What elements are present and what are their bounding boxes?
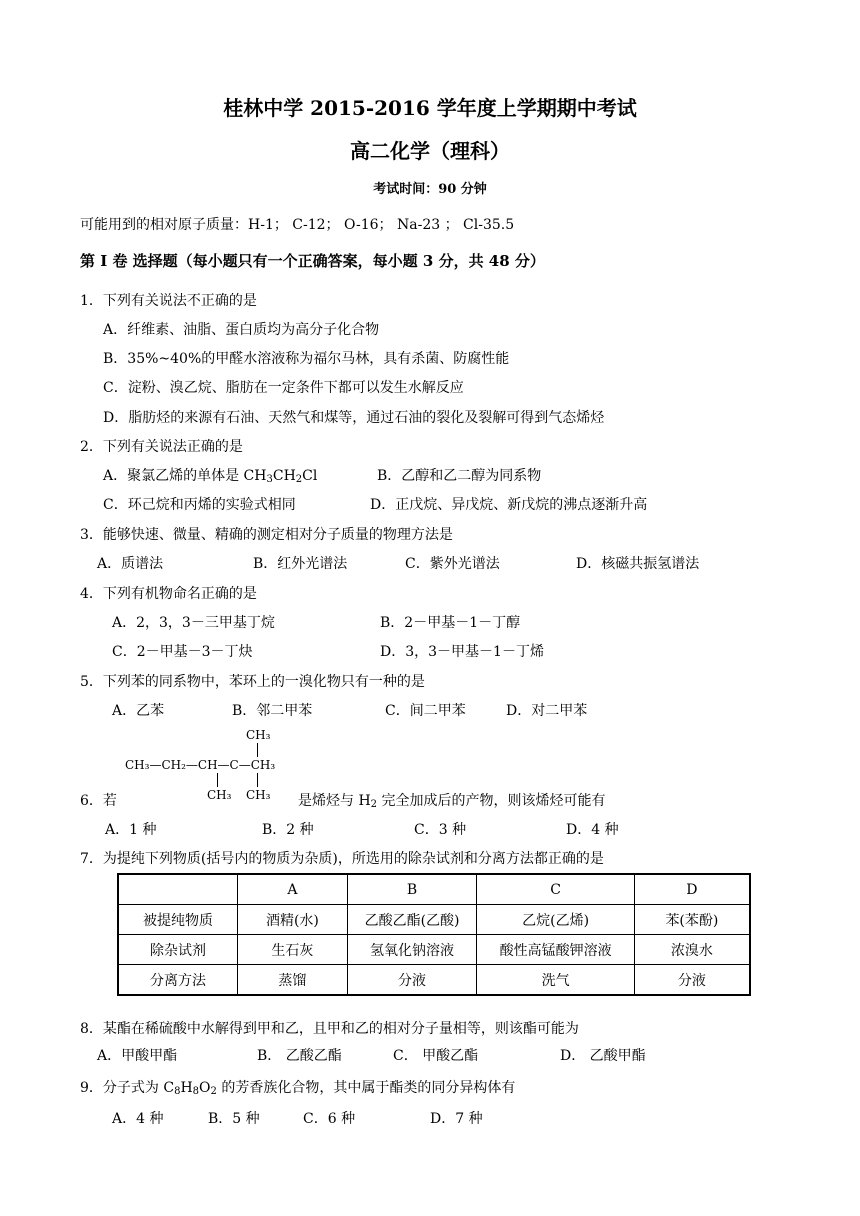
q9-option-b: B．5 种	[208, 1111, 260, 1127]
table-cell: 酒精(水)	[238, 905, 348, 935]
table-row	[118, 965, 750, 996]
table-cell: A	[238, 874, 348, 905]
q6-post: 完全加成后的产物，则该烯烃可能有	[377, 793, 606, 809]
q2-a-post: Cl	[302, 468, 318, 484]
q9-stem	[80, 1077, 515, 1097]
bottom-methyl-right: CH₃	[246, 788, 271, 802]
table-cell: 乙酸乙酯(乙酸)	[347, 905, 477, 935]
q3-option-c: C．紫外光谱法	[405, 556, 500, 572]
q7-stem: 7．为提纯下列物质(括号内的物质为杂质)，所选用的除杂试剂和分离方法都正确的是	[80, 851, 604, 867]
q8-option-b: B． 乙酸乙酯	[257, 1048, 342, 1064]
q2-option-b: B．乙醇和乙二醇为同系物	[377, 468, 542, 484]
q9-option-c: C．6 种	[303, 1111, 356, 1127]
table-cell: B	[347, 874, 477, 905]
table-cell: 苯(苯酚)	[634, 905, 750, 935]
exam-title: 桂林中学 2015-2016 学年度上学期期中考试	[223, 96, 637, 120]
q5-option-b: B．邻二甲苯	[232, 703, 313, 719]
table-cell: D	[634, 874, 750, 905]
table-cell: 浓溴水	[634, 935, 750, 965]
q2-a-mid: CH	[272, 468, 296, 484]
table-cell: 分液	[347, 965, 477, 996]
bond-bottom-right	[257, 773, 258, 787]
q9-sub1: 8	[174, 1086, 181, 1097]
q5-option-a: A．乙苯	[112, 703, 165, 719]
bottom-methyl-left: CH₃	[207, 788, 232, 802]
q1-option-d: D．脂肪烃的来源有石油、天然气和煤等，通过石油的裂化及裂解可得到气态烯烃	[103, 410, 605, 426]
q8-option-a: A．甲酸甲酯	[97, 1048, 178, 1064]
table-cell: 蒸馏	[238, 965, 348, 996]
table-cell: 酸性高锰酸钾溶液	[477, 935, 634, 965]
q2-option-d: D．正戊烷、异戊烷、新戊烷的沸点逐渐升高	[370, 497, 648, 513]
q6-option-b: B．2 种	[262, 822, 314, 838]
q1-option-b: B．35%~40%的甲醛水溶液称为福尔马林，具有杀菌、防腐性能	[103, 351, 510, 367]
bond-bottom-left	[217, 773, 218, 787]
q9-mid2: O	[199, 1080, 211, 1096]
section-title: 第 I 卷 选择题（每小题只有一个正确答案，每小题 3 分，共 48 分）	[80, 252, 545, 270]
q4-option-c: C．2－甲基－3－丁炔	[112, 644, 253, 660]
table-row	[118, 935, 750, 965]
q2-stem: 2．下列有关说法正确的是	[80, 439, 243, 455]
q3-option-d: D．核磁共振氢谱法	[576, 556, 700, 572]
table-cell: 洗气	[477, 965, 634, 996]
q9-sub3: 2	[210, 1086, 217, 1097]
q5-option-d: D．对二甲苯	[506, 703, 588, 719]
q8-option-c: C． 甲酸乙酯	[393, 1048, 479, 1064]
q5-stem: 5．下列苯的同系物中，苯环上的一溴化物只有一种的是	[80, 674, 425, 690]
table-cell: 氢氧化钠溶液	[347, 935, 477, 965]
q6-stem-post	[298, 790, 606, 810]
main-chain: CH₃—CH₂—CH—C—CH₃	[125, 758, 276, 772]
q6-option-a: A．1 种	[105, 822, 157, 838]
q6-option-d: D．4 种	[566, 822, 619, 838]
q1-option-a: A．纤维素、油脂、蛋白质均为高分子化合物	[103, 322, 380, 338]
q4-stem: 4．下列有机物命名正确的是	[80, 586, 257, 602]
q6-stem-pre: 6．若	[80, 793, 117, 809]
table-cell: 分液	[634, 965, 750, 996]
exam-time: 考试时间：90 分钟	[373, 182, 487, 197]
q4-option-a: A．2，3，3－三甲基丁烷	[112, 615, 275, 631]
q3-option-a: A．质谱法	[97, 556, 164, 572]
table-cell: 生石灰	[238, 935, 348, 965]
table-cell: 被提纯物质	[118, 905, 238, 935]
q2-a-sub1: 3	[266, 474, 273, 485]
q3-stem: 3．能够快速、微量、精确的测定相对分子质量的物理方法是	[80, 527, 453, 543]
q6-option-c: C．3 种	[414, 822, 467, 838]
structural-formula	[125, 728, 305, 808]
table-cell: 乙烷(乙烯)	[477, 905, 634, 935]
table-row	[118, 905, 750, 935]
q2-a-pre: A．聚氯乙烯的单体是 CH	[103, 468, 267, 484]
q2-option-a	[103, 465, 317, 485]
table-cell: 除杂试剂	[118, 935, 238, 965]
table-cell: C	[477, 874, 634, 905]
q6-sub: 2	[370, 799, 378, 810]
q9-pre: 9．分子式为 C	[80, 1080, 175, 1096]
q2-a-sub2: 2	[295, 474, 303, 485]
table-cell	[118, 874, 238, 905]
q9-mid1: H	[180, 1080, 193, 1096]
table-cell: 分离方法	[118, 965, 238, 996]
q1-option-c: C．淀粉、溴乙烷、脂肪在一定条件下都可以发生水解反应	[103, 380, 464, 396]
bond-top	[257, 743, 258, 757]
q8-option-d: D． 乙酸甲酯	[560, 1048, 646, 1064]
q9-sub2: 8	[192, 1086, 200, 1097]
atomic-masses: 可能用到的相对原子质量：H-1； C-12； O-16； Na-23 ； Cl-35.5	[80, 217, 515, 233]
q8-stem: 8．某酯在稀硫酸中水解得到甲和乙，且甲和乙的相对分子量相等，则该酯可能为	[80, 1021, 579, 1037]
q4-option-b: B．2－甲基－1－丁醇	[380, 615, 521, 631]
q6-post-pre: 是烯烃与 H	[298, 793, 371, 809]
q7-table	[117, 873, 751, 996]
q9-option-a: A．4 种	[112, 1111, 164, 1127]
table-header-row	[118, 874, 750, 905]
q1-stem: 1．下列有关说法不正确的是	[80, 293, 257, 309]
q3-option-b: B．红外光谱法	[253, 556, 348, 572]
q9-option-d: D．7 种	[430, 1111, 483, 1127]
q2-option-c: C．环己烷和丙烯的实验式相同	[103, 497, 296, 513]
exam-subtitle: 高二化学（理科）	[350, 139, 510, 163]
q5-option-c: C．间二甲苯	[385, 703, 466, 719]
top-methyl: CH₃	[246, 728, 271, 742]
q4-option-d: D．3，3－甲基－1－丁烯	[380, 644, 544, 660]
q9-post: 的芳香族化合物，其中属于酯类的同分异构体有	[216, 1080, 516, 1096]
